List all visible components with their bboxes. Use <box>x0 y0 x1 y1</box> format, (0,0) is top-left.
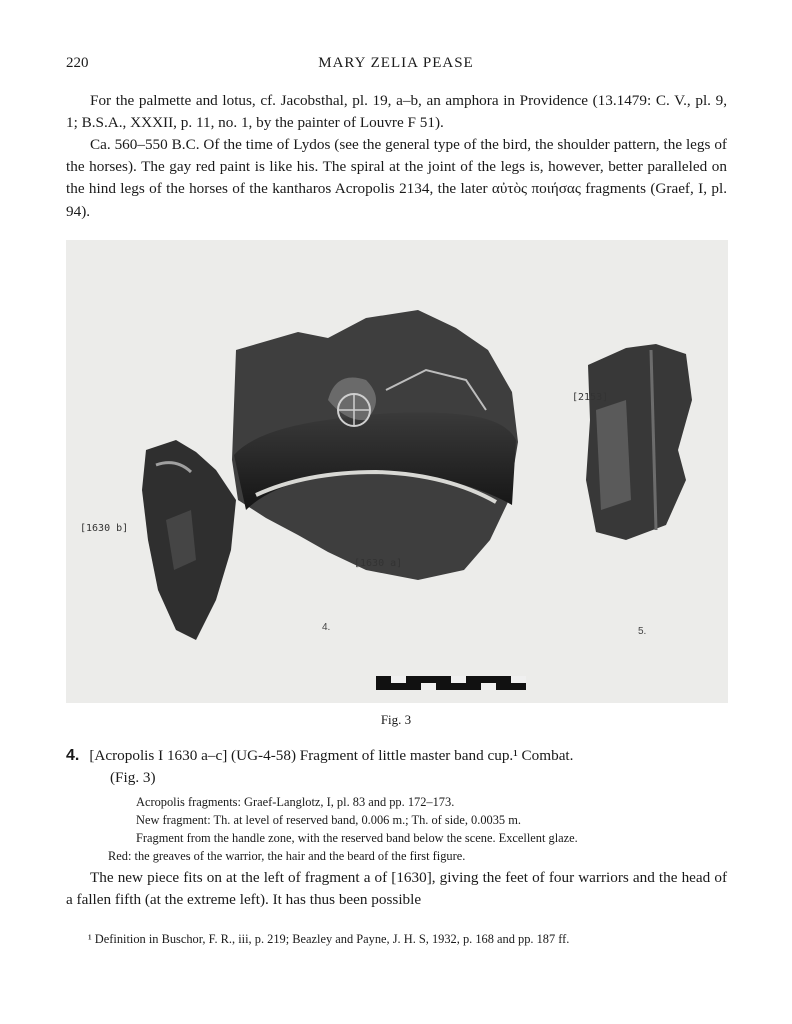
label-1630a: [1630 a] <box>354 558 403 569</box>
figure-photograph <box>66 240 728 703</box>
paragraph-dating <box>66 134 727 223</box>
entry-detail: Red: the greaves of the warrior, the hair and the beard of the first figure. <box>108 849 466 863</box>
entry-detail: Fragment from the handle zone, with the reserved band below the scene. Excellent glaze. <box>136 831 578 845</box>
entry-figure-ref: (Fig. 3) <box>110 769 156 786</box>
page-number: 220 <box>66 55 89 71</box>
entry-heading: [Acropolis I 1630 a–c] (UG-4-58) Fragment of little master band cup.¹ Combat. <box>89 747 574 764</box>
figure-caption: Fig. 3 <box>380 712 412 727</box>
scale-bar <box>376 676 526 690</box>
figure-number-4: 4. <box>322 622 331 633</box>
paragraph-palmette <box>66 90 727 134</box>
paragraph-new-piece <box>66 867 727 911</box>
footnote: ¹ Definition in Buschor, F. R., iii, p. 219; Beazley and Payne, J. H. S, 1932, p. 168 and pp. 187 ff. <box>88 932 570 946</box>
label-2153: [2153] <box>572 392 609 403</box>
paragraph-text: The new piece fits on at the left of fragment a of [1630], giving the feet of four warriors and the head of a fallen fifth (at the extreme left). It has thus been possible <box>66 869 727 909</box>
sherds-photo <box>66 240 728 703</box>
entry-detail: Acropolis fragments: Graef-Langlotz, I, pl. 83 and pp. 172–173. <box>136 795 455 809</box>
entry-number: 4. <box>66 747 80 764</box>
entry-detail: New fragment: Th. at level of reserved band, 0.006 m.; Th. of side, 0.0035 m. <box>136 813 521 827</box>
paragraph-text: Ca. 560–550 B.C. Of the time of Lydos (see the general type of the bird, the shoulder pattern, the legs of the horses). The gay red paint is like his. The spiral at the joint of the legs is, however, better paralleled on the hind legs of the horses of the kantharos Acropolis 2134, the later αὐτὸς ποιήσας fragments (Graef, I, pl. 94). <box>66 136 727 220</box>
label-1630b: [1630 b] <box>80 523 129 534</box>
running-title: MARY ZELIA PEASE <box>318 55 474 71</box>
figure-number-5: 5. <box>638 626 647 637</box>
catalogue-entry <box>66 745 727 789</box>
running-header <box>66 55 726 75</box>
paragraph-text: For the palmette and lotus, cf. Jacobsthal, pl. 19, a–b, an amphora in Providence (13.1479: C. V., pl. 9, 1; B.S.A., XXXII, p. 11, no. 1, by the painter of Louvre F 51). <box>66 92 727 132</box>
